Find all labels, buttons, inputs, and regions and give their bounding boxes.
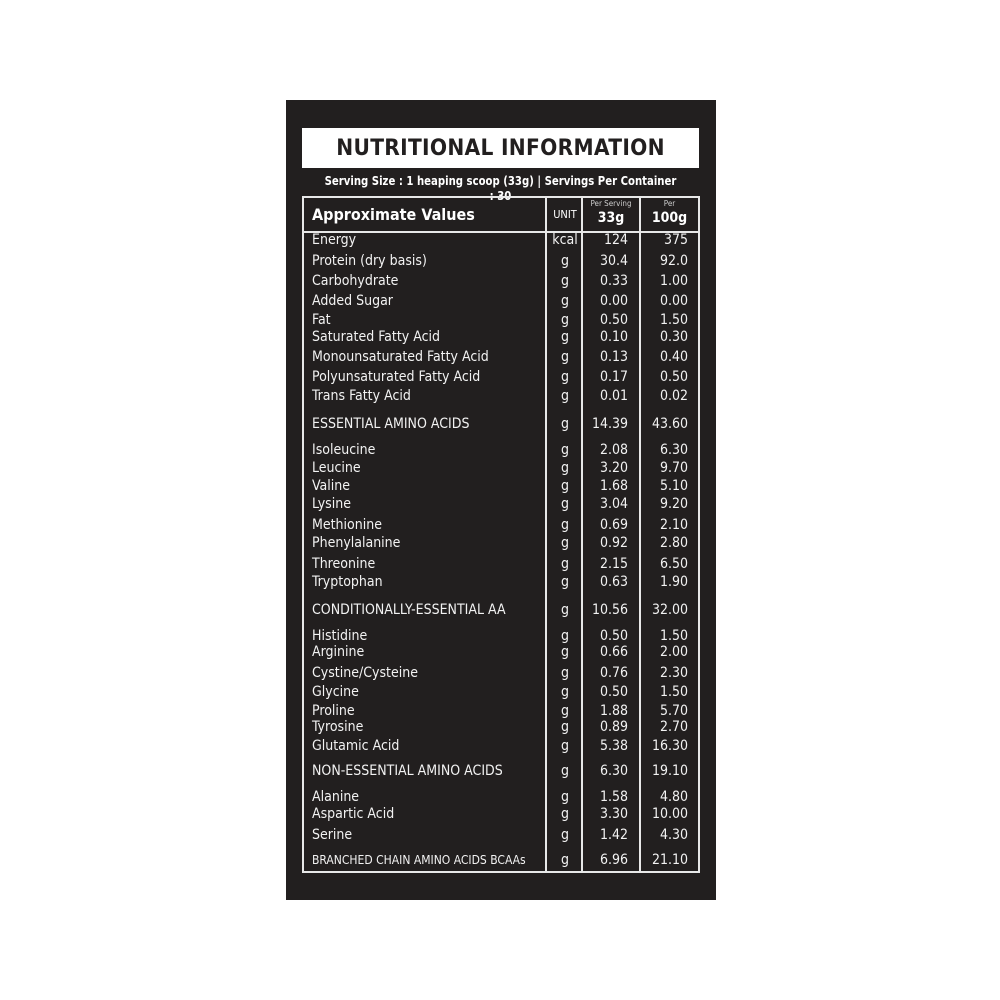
nutrient-unit: kcal [552, 232, 578, 248]
per-100g-value: 32.00 [651, 602, 688, 618]
per-100g-value: 2.80 [659, 535, 688, 551]
nutrient-unit: g [561, 628, 569, 644]
per-serving-value: 0.92 [599, 535, 628, 551]
serving-info: Serving Size : 1 heaping scoop (33g) | Servings Per Container : 30 [324, 173, 677, 203]
per-serving-value: 124 [603, 232, 628, 248]
per-100g-value: 4.30 [659, 827, 688, 843]
table-row [304, 415, 698, 433]
per-serving-value: 6.96 [599, 852, 628, 868]
nutrient-name: Glutamic Acid [312, 738, 400, 754]
per-100g-value: 6.30 [659, 442, 688, 458]
title-banner [302, 128, 699, 168]
nutrient-unit: g [561, 460, 569, 476]
nutrient-unit: g [561, 574, 569, 590]
header-unit: UNIT [553, 208, 577, 221]
label-title: NUTRITIONAL INFORMATION [336, 135, 665, 161]
per-serving-value: 3.30 [599, 806, 628, 822]
per-100g-value: 0.00 [659, 293, 688, 309]
nutrient-unit: g [561, 827, 569, 843]
nutrient-name: Aspartic Acid [312, 806, 395, 822]
per-100g-value: 0.30 [659, 329, 688, 345]
nutrient-unit: g [561, 329, 569, 345]
per-100g-value: 2.10 [659, 517, 688, 533]
per-serving-value: 0.50 [599, 312, 628, 328]
per-serving-value: 1.68 [599, 478, 628, 494]
per-100g-value: 0.50 [659, 369, 688, 385]
nutrient-name: Leucine [312, 460, 361, 476]
nutrient-name: Carbohydrate [312, 273, 399, 289]
per-serving-value: 1.42 [599, 827, 628, 843]
nutrient-unit: g [561, 273, 569, 289]
per-100g-value: 4.80 [659, 789, 688, 805]
nutrient-unit: g [561, 806, 569, 822]
nutrient-unit: g [561, 253, 569, 269]
per-serving-value: 5.38 [599, 738, 628, 754]
nutrient-name: Energy [312, 232, 357, 248]
nutrient-unit: g [561, 644, 569, 660]
nutrient-unit: g [561, 703, 569, 719]
nutrient-name: Fat [312, 312, 331, 328]
per-100g-value: 5.10 [659, 478, 688, 494]
table-row [304, 664, 698, 682]
per-100g-value: 9.20 [659, 496, 688, 512]
table-row [304, 477, 698, 495]
per-100g-value: 16.30 [651, 738, 688, 754]
table-row [304, 311, 698, 329]
table-row [304, 516, 698, 534]
nutrient-unit: g [561, 293, 569, 309]
table-row [304, 762, 698, 780]
nutrient-name: Cystine/Cysteine [312, 665, 418, 681]
table-row [304, 387, 698, 405]
per-100g-value: 9.70 [659, 460, 688, 476]
per-serving-value: 10.56 [591, 602, 628, 618]
nutrient-unit: g [561, 719, 569, 735]
per-serving-value: 1.58 [599, 789, 628, 805]
nutrient-unit: g [561, 789, 569, 805]
table-row [304, 368, 698, 386]
table-row [304, 788, 698, 806]
per-serving-value: 0.50 [599, 628, 628, 644]
table-row [304, 252, 698, 270]
table-row [304, 851, 698, 869]
nutrient-unit: g [561, 738, 569, 754]
per-serving-value: 2.08 [599, 442, 628, 458]
nutrient-unit: g [561, 665, 569, 681]
nutrient-unit: g [561, 349, 569, 365]
per-100g-value: 10.00 [651, 806, 688, 822]
per-serving-value: 6.30 [599, 763, 628, 779]
nutrient-name: Alanine [312, 789, 360, 805]
table-row [304, 441, 698, 459]
per-100g-value: 375 [663, 232, 688, 248]
table-row [304, 231, 698, 249]
header-approximate-values: Approximate Values [312, 205, 475, 224]
per-100g-value: 21.10 [651, 852, 688, 868]
nutrient-unit: g [561, 442, 569, 458]
nutrient-name: Tyrosine [312, 719, 364, 735]
per-serving-value: 0.50 [599, 684, 628, 700]
nutrient-name: Added Sugar [312, 293, 393, 309]
table-row [304, 495, 698, 513]
nutrient-unit: g [561, 496, 569, 512]
nutrient-name: Methionine [312, 517, 382, 533]
nutrient-name: CONDITIONALLY-ESSENTIAL AA [312, 602, 506, 618]
per-serving-value: 0.10 [599, 329, 628, 345]
table-row [304, 737, 698, 755]
per-serving-value: 0.00 [599, 293, 628, 309]
per-100g-value: 1.50 [659, 628, 688, 644]
nutrient-name: Isoleucine [312, 442, 376, 458]
table-row [304, 555, 698, 573]
header-per-100-label: Per [663, 199, 676, 208]
nutrient-unit: g [561, 535, 569, 551]
nutrient-name: Arginine [312, 644, 365, 660]
per-100g-value: 0.40 [659, 349, 688, 365]
per-100g-value: 92.0 [659, 253, 688, 269]
nutrient-name: Histidine [312, 628, 368, 644]
table-row [304, 601, 698, 619]
nutrient-name: Protein (dry basis) [312, 253, 427, 269]
nutrition-table [302, 196, 700, 873]
nutrient-name: Glycine [312, 684, 359, 700]
table-row [304, 534, 698, 552]
nutrient-unit: g [561, 556, 569, 572]
per-serving-value: 0.17 [599, 369, 628, 385]
per-100g-value: 43.60 [651, 416, 688, 432]
per-serving-value: 3.20 [599, 460, 628, 476]
table-row [304, 573, 698, 591]
per-serving-value: 14.39 [591, 416, 628, 432]
table-row [304, 459, 698, 477]
nutrient-unit: g [561, 684, 569, 700]
nutrient-name: Tryptophan [312, 574, 383, 590]
nutrient-unit: g [561, 852, 569, 868]
per-100g-value: 0.02 [659, 388, 688, 404]
nutrient-unit: g [561, 763, 569, 779]
header-per-serving-value: 33g [597, 210, 625, 226]
table-row [304, 272, 698, 290]
per-100g-value: 2.00 [659, 644, 688, 660]
table-row [304, 292, 698, 310]
per-serving-value: 0.76 [599, 665, 628, 681]
per-serving-value: 0.01 [599, 388, 628, 404]
per-serving-value: 0.69 [599, 517, 628, 533]
per-100g-value: 1.50 [659, 684, 688, 700]
nutrient-name: NON-ESSENTIAL AMINO ACIDS [312, 763, 503, 779]
per-100g-value: 1.90 [659, 574, 688, 590]
nutrient-name: Valine [312, 478, 350, 494]
per-100g-value: 6.50 [659, 556, 688, 572]
nutrient-name: Trans Fatty Acid [312, 388, 411, 404]
nutrient-name: Polyunsaturated Fatty Acid [312, 369, 481, 385]
per-100g-value: 5.70 [659, 703, 688, 719]
header-per-serving-label: Per Serving [590, 199, 632, 208]
per-serving-value: 30.4 [599, 253, 628, 269]
nutrient-name: Saturated Fatty Acid [312, 329, 441, 345]
per-100g-value: 1.00 [659, 273, 688, 289]
nutrient-unit: g [561, 517, 569, 533]
per-serving-value: 2.15 [599, 556, 628, 572]
nutrient-unit: g [561, 602, 569, 618]
table-row [304, 328, 698, 346]
nutrient-name: Monounsaturated Fatty Acid [312, 349, 489, 365]
per-serving-value: 0.89 [599, 719, 628, 735]
per-100g-value: 2.30 [659, 665, 688, 681]
header-per-100-value: 100g [651, 210, 688, 226]
table-row [304, 718, 698, 736]
per-serving-value: 3.04 [599, 496, 628, 512]
nutrient-name: BRANCHED CHAIN AMINO ACIDS BCAAs [312, 853, 526, 867]
nutrient-unit: g [561, 312, 569, 328]
nutrient-unit: g [561, 416, 569, 432]
nutrient-name: Threonine [312, 556, 376, 572]
per-100g-value: 1.50 [659, 312, 688, 328]
per-serving-value: 0.13 [599, 349, 628, 365]
table-row [304, 805, 698, 823]
per-serving-value: 1.88 [599, 703, 628, 719]
nutrient-unit: g [561, 369, 569, 385]
table-row [304, 643, 698, 661]
per-100g-value: 19.10 [651, 763, 688, 779]
nutrient-unit: g [561, 478, 569, 494]
table-row [304, 348, 698, 366]
nutrient-unit: g [561, 388, 569, 404]
nutrient-name: Serine [312, 827, 353, 843]
per-100g-value: 2.70 [659, 719, 688, 735]
nutrient-name: Phenylalanine [312, 535, 401, 551]
table-row [304, 683, 698, 701]
nutrient-name: ESSENTIAL AMINO ACIDS [312, 416, 470, 432]
per-serving-value: 0.33 [599, 273, 628, 289]
per-serving-value: 0.63 [599, 574, 628, 590]
table-row [304, 826, 698, 844]
nutrient-name: Lysine [312, 496, 351, 512]
per-serving-value: 0.66 [599, 644, 628, 660]
nutrient-name: Proline [312, 703, 355, 719]
